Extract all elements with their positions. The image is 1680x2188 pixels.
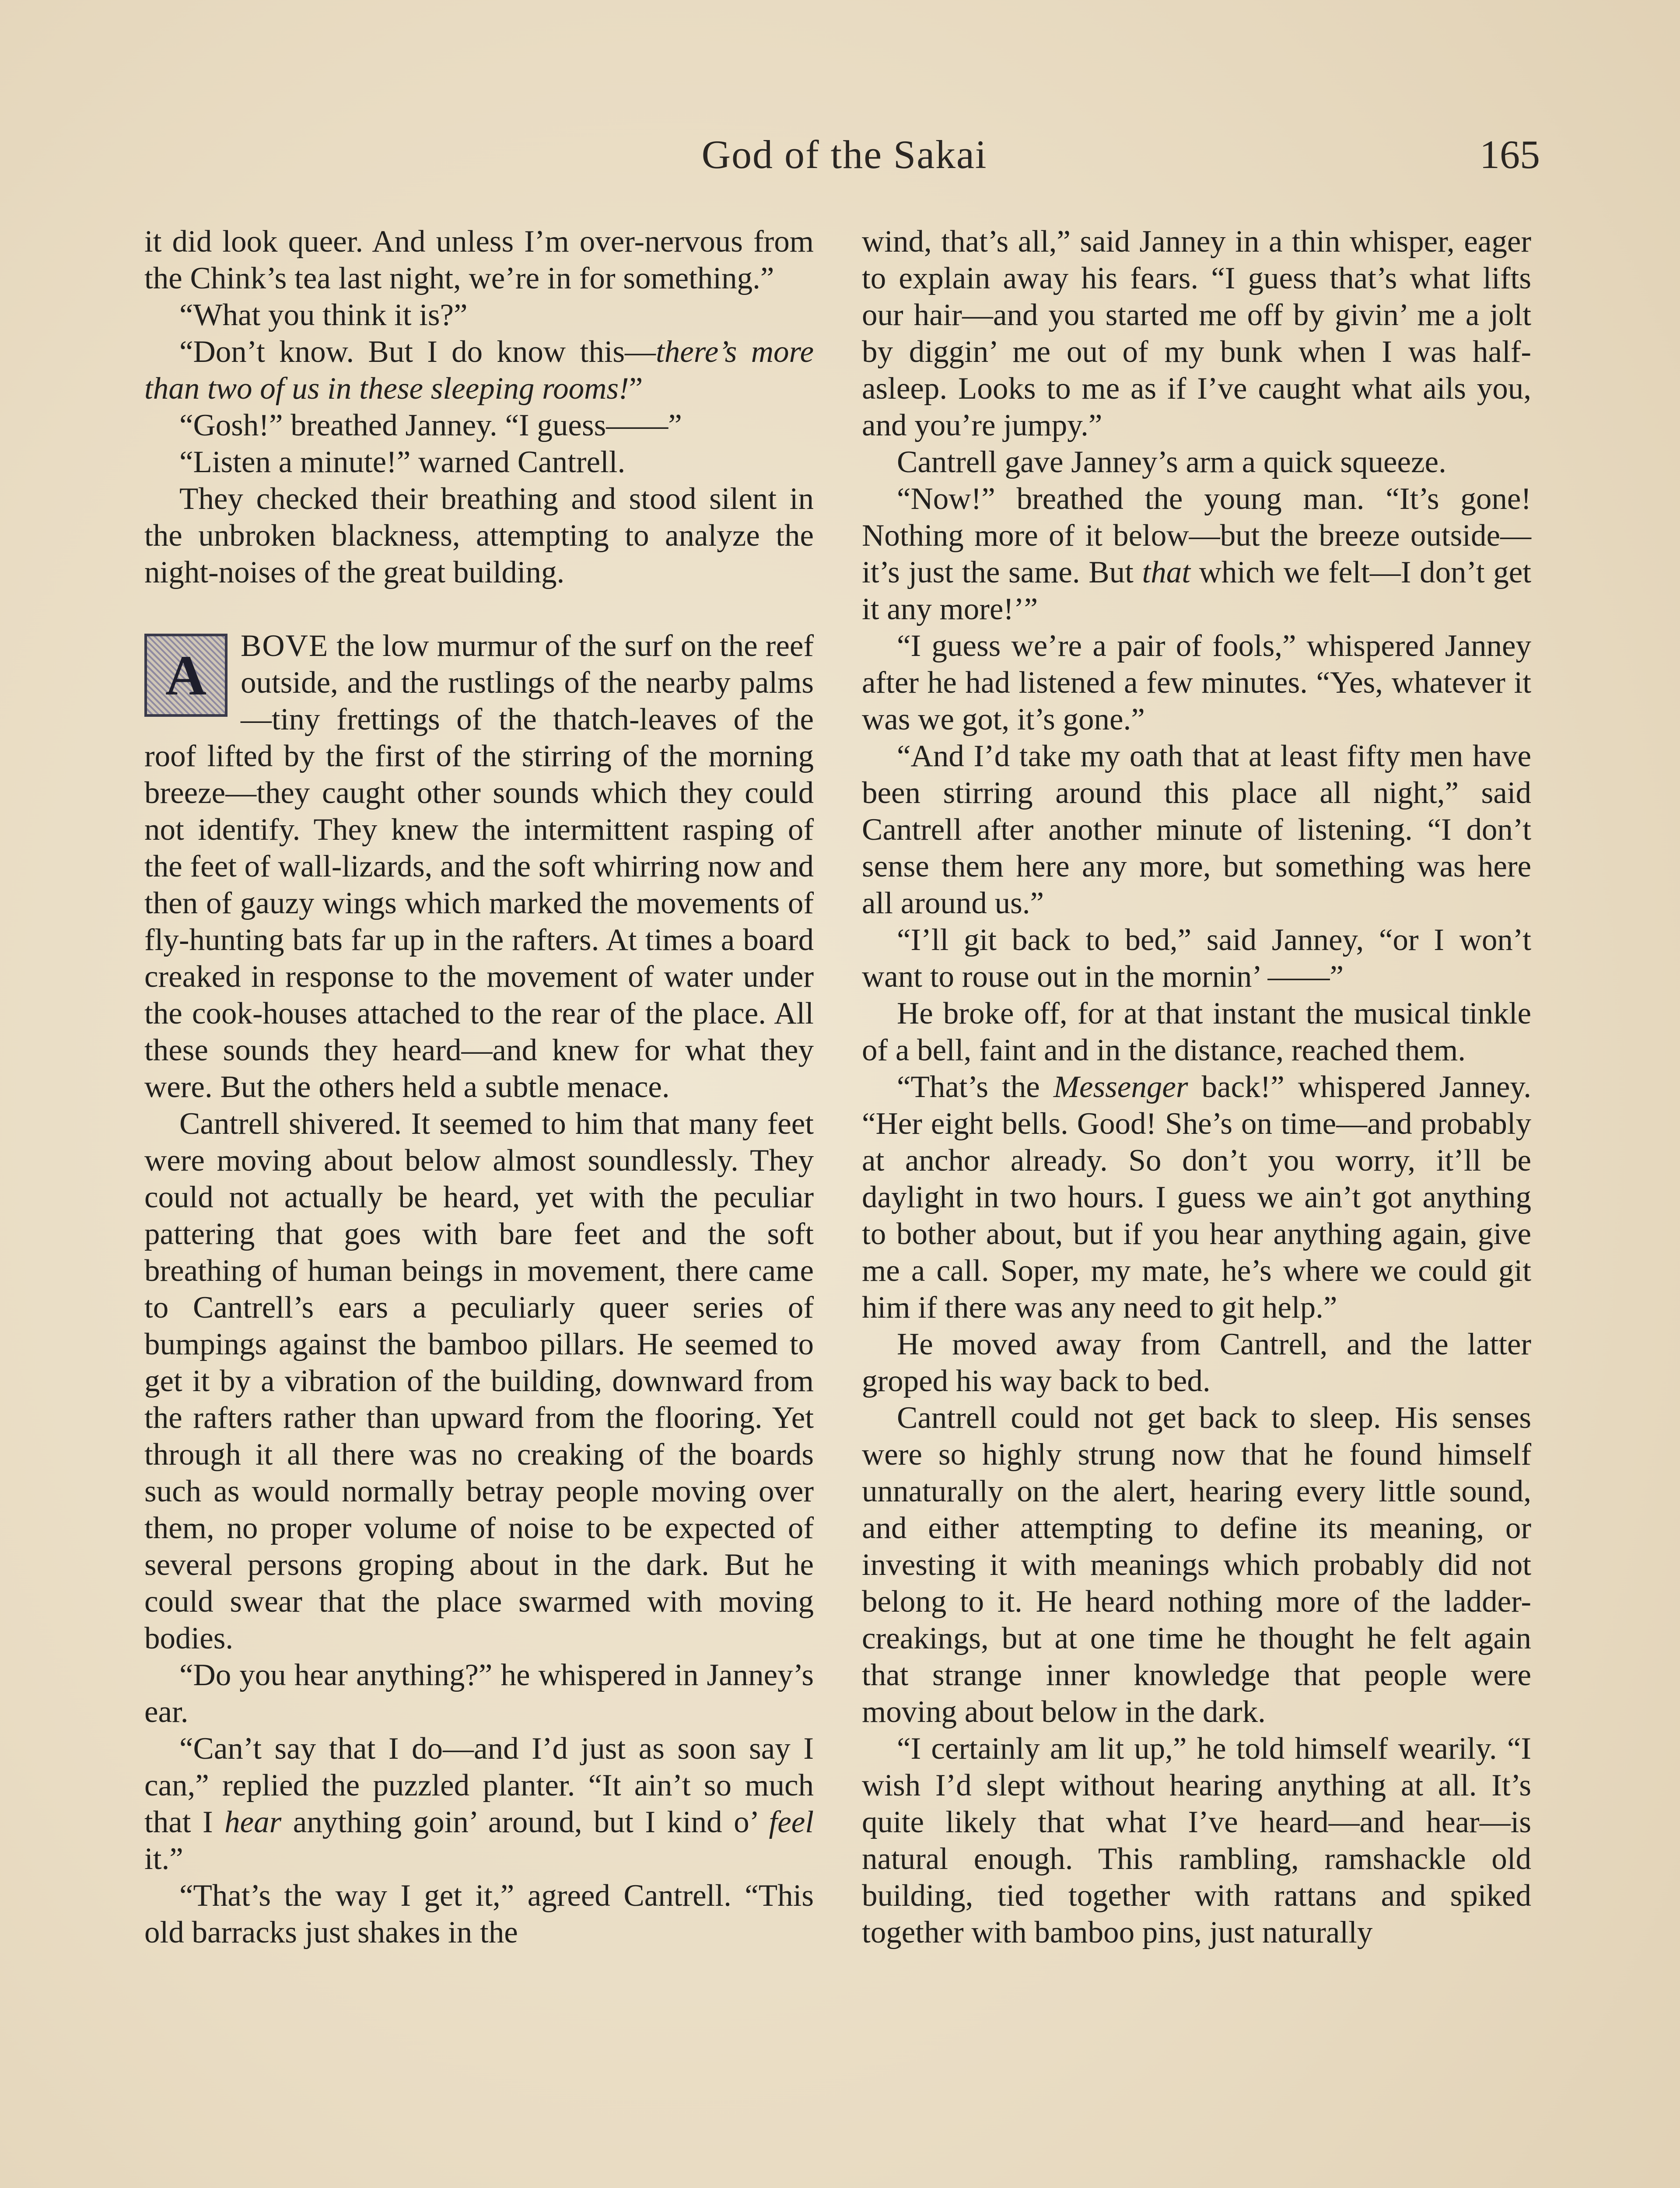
paragraph: Cantrell could not get back to sleep. His senses were so highly strung now that he found himself unnaturally on the alert, hearing every little sound, and either attempting to define its meaning, or investing it with meanings which probably did not belong to it. He heard nothing more of the ladder-creakings, but at one time he thought he felt again that strange inner knowledge that people were moving about below in the dark. <box>862 1401 1531 1729</box>
text-run: “Don’t know. But I do know this— <box>179 335 656 369</box>
italic-text: hear <box>224 1805 282 1839</box>
paragraph: Cantrell shivered. It seemed to him that many feet were moving about below almost soundlessly. They could not actually be heard, yet with the peculiar pattering that goes with bare feet and the soft breathing of human beings in movement, there came to Cantrell’s ears a peculiarly queer series of bumpings against the bamboo pillars. He seemed to get it by a vibration of the building, downward from the rafters rather than upward from the flooring. Yet through it all there was no creaking of the boards such as would normally betray people moving over them, no proper volume of noise to be expected of several persons groping about in the dark. But he could swear that the place swarmed with moving bodies. <box>144 1107 814 1655</box>
paragraph: wind, that’s all,” said Janney in a thin whisper, eager to explain away his fears. “I guess that’s what lifts our hair—and you started me off by givin’ me a jolt by diggin’ me out of my bunk when I was half-asleep. Looks to me as if I’ve caught what ails you, and you’re jumpy.” <box>862 224 1531 442</box>
paragraph: “Gosh!” breathed Janney. “I guess——” <box>179 408 682 442</box>
paragraph: “Do you hear anything?” he whispered in Janney’s ear. <box>144 1658 814 1729</box>
paragraph: it did look queer. And unless I’m over-nervous from the Chink’s tea last night, we’re in for something.” <box>144 224 814 295</box>
italic-text: there’s more than two of us in these sleeping rooms! <box>144 335 814 406</box>
italic-text: Messenger <box>1053 1070 1188 1104</box>
paragraph: “Listen a minute!” warned Cantrell. <box>179 445 626 479</box>
paragraph: “I guess we’re a pair of fools,” whispered Janney after he had listened a few minutes. “Yes, whatever it was we got, it’s gone.” <box>862 629 1531 736</box>
page-number: 165 <box>1480 132 1540 177</box>
text-run: “Can’t say that I do—and I’d just as soon say I can,” replied the puzzled planter. “It ain’t so much that I <box>144 1732 814 1839</box>
text-run: “Now!” breathed the young man. “It’s gone! Nothing more of it below—but the breeze outside—it’s just the same. But <box>862 482 1531 589</box>
italic-text: feel <box>769 1805 814 1839</box>
paragraph <box>862 1069 1531 1326</box>
drop-cap-ornament <box>144 634 228 717</box>
smallcaps-text: BOVE <box>241 629 329 663</box>
paragraph: Cantrell gave Janney’s arm a quick squeeze. <box>897 445 1446 479</box>
right-column <box>862 223 1531 1951</box>
text-run: which we felt—I don’t get it any more!’” <box>862 555 1531 626</box>
text-run: it.” <box>144 1842 183 1876</box>
paragraph <box>144 1730 814 1877</box>
page-header <box>149 131 1540 193</box>
paragraph: “I’ll git back to bed,” said Janney, “or I won’t want to rouse out in the mornin’ ——” <box>862 923 1531 994</box>
paragraph: They checked their breathing and stood silent in the unbroken blackness, attempting to analyze the night-noises of the great building. <box>144 482 814 589</box>
text-run: “That’s the <box>897 1070 1054 1104</box>
text-run: the low murmur of the surf on the reef outside, and the rustlings of the nearby palms—tiny frettings of the thatch-leaves of the roof lifted by the first of the stirring of the morning breeze—they caught other sounds which they could not identify. They knew the intermittent rasping of the feet of wall-lizards, and the soft whirring now and then of gauzy wings which marked the movements of fly-hunting bats far up in the rafters. At times a board creaked in response to the movement of water under the cook-houses attached to the rear of the place. All these sounds they heard—and knew for what they were. But the others held a subtle menace. <box>144 629 814 1104</box>
paragraph: He broke off, for at that instant the musical tinkle of a bell, faint and in the distance, reached them. <box>862 996 1531 1067</box>
paragraph: “I certainly am lit up,” he told himself wearily. “I wish I’d slept without hearing anything at all. It’s quite likely that what I’ve heard—and hear—is natural enough. This rambling, ramshackle old building, tied together with rattans and spiked together with bamboo pins, just naturally <box>862 1732 1531 1950</box>
italic-text: that <box>1142 555 1190 589</box>
drop-cap-letter: A <box>165 644 206 707</box>
paragraph: “And I’d take my oath that at least fifty men have been stirring around this place all night,” said Cantrell after another minute of listening. “I don’t sense them here any more, but something was here all around us.” <box>862 739 1531 920</box>
running-title: God of the Sakai <box>701 132 987 177</box>
section-break <box>144 591 814 628</box>
text-run: ” <box>629 372 643 406</box>
paragraph: “What you think it is?” <box>179 298 468 332</box>
text-run: anything goin’ around, but I kind o’ <box>281 1805 769 1839</box>
left-column <box>144 223 814 1951</box>
paragraph-with-dropcap <box>144 628 814 1105</box>
paragraph <box>862 480 1531 628</box>
paragraph <box>144 333 814 407</box>
paragraph: He moved away from Cantrell, and the latter groped his way back to bed. <box>862 1327 1531 1398</box>
paragraph: “That’s the way I get it,” agreed Cantrell. “This old barracks just shakes in the <box>144 1879 814 1950</box>
text-run: back!” whispered Janney. “Her eight bells. Good! She’s on time—and probably at anchor already. So don’t you worry, it’ll be daylight in two hours. I guess we ain’t got anything to bother about, but if you hear anything again, give me a call. Soper, my mate, he’s where we could git him if there was any need to git help.” <box>862 1070 1532 1325</box>
